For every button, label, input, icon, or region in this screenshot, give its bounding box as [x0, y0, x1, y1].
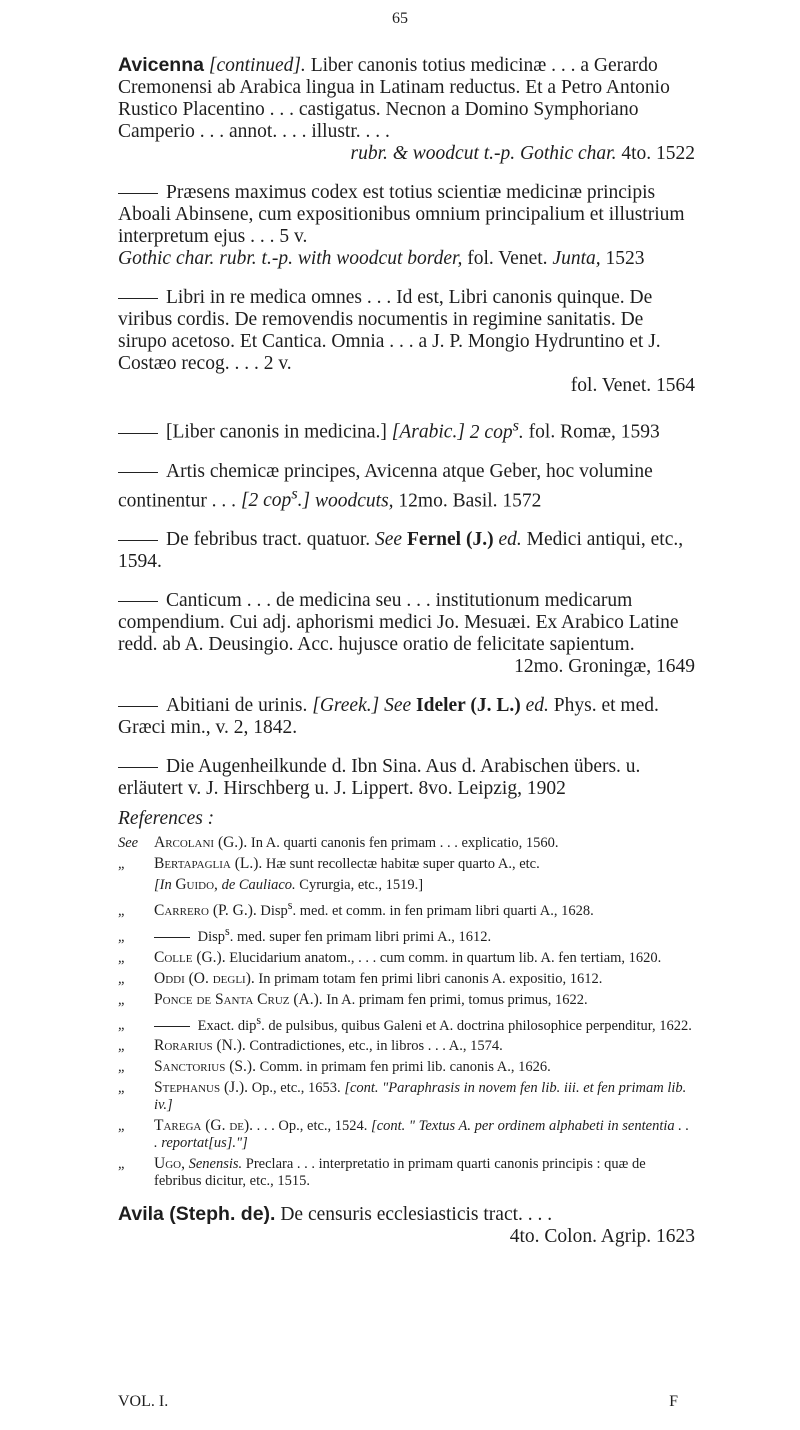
entry-illustration-note: woodcuts,	[314, 490, 394, 511]
reference-item: „ Exact. dip$^s$. de pulsibus, quibus Galeni et A. doctrina philosophice perpenditur, 1622.	[118, 1012, 692, 1034]
reference-author[interactable]: Ugo,	[154, 1155, 185, 1173]
ditto-dash	[118, 472, 158, 473]
catalogue-entry	[118, 287, 695, 397]
entry-imprint: 12mo. Basil. 1572	[398, 490, 542, 511]
entry-imprint: fol. Venet. 1564	[570, 375, 695, 396]
reference-item: „ Stephanus (J.). Op., etc., 1653. [cont. "Paraphrasis in novem fen lib. iii. et fen primam lib. iv.]	[118, 1079, 687, 1114]
reference-author[interactable]: Oddi (O. degli).	[154, 969, 255, 987]
catalogue-entry-next	[118, 1203, 695, 1248]
cross-reference-name[interactable]: Fernel (J.)	[406, 529, 494, 550]
entry-title: De febribus tract. quatuor.	[166, 529, 371, 550]
editor-note: ed.	[525, 695, 549, 716]
see-reference: See	[384, 695, 412, 716]
editor-note: ed.	[498, 529, 522, 550]
volume-label: VOL. I.	[118, 1393, 169, 1410]
catalogue-entry	[118, 529, 695, 573]
ditto-dash	[118, 601, 158, 602]
catalogue-entry	[118, 590, 695, 678]
entry-title: Abitiani de urinis.	[166, 695, 308, 716]
entry-language-note: [Greek.]	[312, 695, 380, 716]
ditto-dash	[154, 1026, 190, 1027]
entry-heading: Avila (Steph. de).	[118, 1203, 276, 1226]
reference-author[interactable]: Arcolani (G.).	[154, 834, 248, 851]
reference-author[interactable]: Tarega (G. de).	[154, 1117, 254, 1135]
reference-item: „ Sanctorius (S.). Comm. in primam fen primi lib. canonis A., 1626.	[118, 1058, 551, 1076]
reference-author[interactable]: Stephanus (J.).	[154, 1079, 249, 1097]
ditto-dash	[118, 706, 158, 707]
entry-title: Liber canonis totius medicinæ . . . a Gerardo Cremonensi ab Arabica lingua in Latinam reductus. Et a Petro Antonio Rustico Placentino . . . castigatus. Necnon a Domino Symphoriano Camperio . . . annot. . . . illustr. . . .	[118, 55, 670, 142]
entry-title: De censuris ecclesiasticis tract. . . .	[280, 1204, 553, 1226]
reference-item: „ Carrero (P. G.). Disp$^s$. med. et comm. in fen primam libri quarti A., 1628.	[118, 898, 594, 919]
reference-item: „ Bertapaglia (L.). Hæ sunt recollectæ habitæ super quarto A., etc.	[118, 855, 540, 872]
references-heading: References :	[118, 808, 215, 829]
signature-mark: F	[669, 1393, 678, 1410]
reference-item: „ Colle (G.). Elucidarium anatom., . . . cum comm. in quartum lib. A. fen tertiam, 1620.	[118, 948, 662, 966]
entry-imprint: 4to. Colon. Agrip. 1623	[509, 1226, 695, 1248]
reference-item: „ Ponce de Santa Cruz (A.). In A. primam fen primi, tomus primus, 1622.	[118, 990, 588, 1008]
page-number: 65	[392, 10, 408, 27]
reference-item: [In Guido, de Cauliaco. Cyrurgia, etc., 1519.]	[154, 876, 424, 893]
entry-imprint: 12mo. Groningæ, 1649	[514, 656, 695, 677]
reference-item: „ Ugo, Senensis. Preclara . . . interpretatio in primam quarti canonis principis : quæ de febribus dicitur, etc., 1515.	[118, 1155, 646, 1190]
catalogue-entry	[118, 461, 695, 513]
reference-item: „ Tarega (G. de). . . . Op., etc., 1524. [cont. " Textus A. per ordinem alphabeti in sententia . . . reportat[us]."]	[118, 1117, 690, 1152]
catalogue-entry	[118, 182, 695, 270]
catalogue-entry	[118, 54, 695, 165]
entry-imprint: fol. Romæ, 1593	[528, 421, 660, 443]
reference-item: See Arcolani (G.). In A. quarti canonis fen primam . . . explicatio, 1560.	[118, 834, 559, 851]
reference-author[interactable]: Ponce de Santa Cruz (A.).	[154, 990, 323, 1008]
ditto-dash	[118, 540, 158, 541]
reference-author[interactable]: Bertapaglia (L.).	[154, 855, 263, 872]
reference-author[interactable]: Sanctorius (S.).	[154, 1058, 256, 1076]
reference-item: „ Rorarius (N.). Contradictiones, etc., in libros . . . A., 1574.	[118, 1037, 503, 1055]
cross-reference-name[interactable]: Ideler (J. L.)	[416, 695, 521, 716]
reference-item: „ Oddi (O. degli). In primam totam fen primi libri canonis A. expositio, 1612.	[118, 969, 603, 987]
entry-language-note: [Arabic.]	[391, 421, 465, 443]
see-reference: See	[375, 529, 403, 550]
reference-item: „ Disp$^s$. med. super fen primam libri primi A., 1612.	[118, 923, 492, 945]
catalogue-entry	[118, 756, 695, 800]
ditto-dash	[118, 193, 158, 194]
cross-reference-title: Phys. et med. Græci min., v. 2, 1842.	[118, 695, 659, 738]
reference-author[interactable]: Guido,	[175, 876, 218, 893]
ditto-dash	[118, 433, 158, 434]
entry-title: Artis chemicæ principes, Avicenna atque Geber, hoc volumine continentur . . .	[118, 460, 653, 511]
entry-bracket-note: [continued].	[208, 55, 306, 76]
reference-author[interactable]: Carrero (P. G.).	[154, 901, 257, 919]
entry-imprint: rubr. & woodcut t.-p. Gothic char. 4to. 1522	[350, 143, 695, 164]
entry-title: Præsens maximus codex est totius scientiæ medicinæ principis Aboali Abinsene, cum expositionibus omnium principalium et illustrium interpretum ejus . . . 5 v.	[118, 182, 685, 247]
entry-imprint: Gothic char. rubr. t.-p. with woodcut border, fol. Venet. Junta, 1523	[118, 248, 645, 269]
entry-heading: Avicenna	[118, 54, 204, 76]
entry-copies: [2 cop$^s$.]	[240, 484, 311, 511]
reference-author[interactable]: Rorarius (N.).	[154, 1037, 246, 1055]
catalogue-entry	[118, 414, 695, 444]
catalogue-entry	[118, 695, 695, 739]
cross-reference-title: Medici antiqui, etc., 1594.	[118, 529, 684, 572]
entry-title: Die Augenheilkunde d. Ibn Sina. Aus d. Arabischen übers. u. erläutert v. J. Hirschberg u. J. Lippert. 8vo. Leipzig, 1902	[118, 756, 641, 799]
reference-author[interactable]: Colle (G.).	[154, 948, 226, 966]
entry-copies: 2 cop$^s$.	[469, 416, 524, 443]
page-footer	[118, 1393, 678, 1411]
entry-title: Libri in re medica omnes . . . Id est, Libri canonis quinque. De viribus cordis. De removendis nocumentis in regimine sanitatis. De sirupo acetoso. Et Cantica. Omnia . . . a J. P. Mongio Hydruntino et J. Costæo recog. . . . 2 v.	[118, 287, 661, 374]
ditto-dash	[118, 767, 158, 768]
entry-title: Canticum . . . de medicina seu . . . institutionum medicarum compendium. Cui adj. aphorismi medici Jo. Mesuæi. Ex Arabico Latine redd. ab A. Deusingio. Acc. hujusce oratio de felicitate sapientum.	[118, 590, 679, 655]
entry-title: [Liber canonis in medicina.]	[166, 421, 387, 443]
references-list	[118, 834, 695, 1190]
ditto-dash	[154, 937, 190, 938]
catalogue-page	[118, 54, 695, 1248]
ditto-dash	[118, 298, 158, 299]
